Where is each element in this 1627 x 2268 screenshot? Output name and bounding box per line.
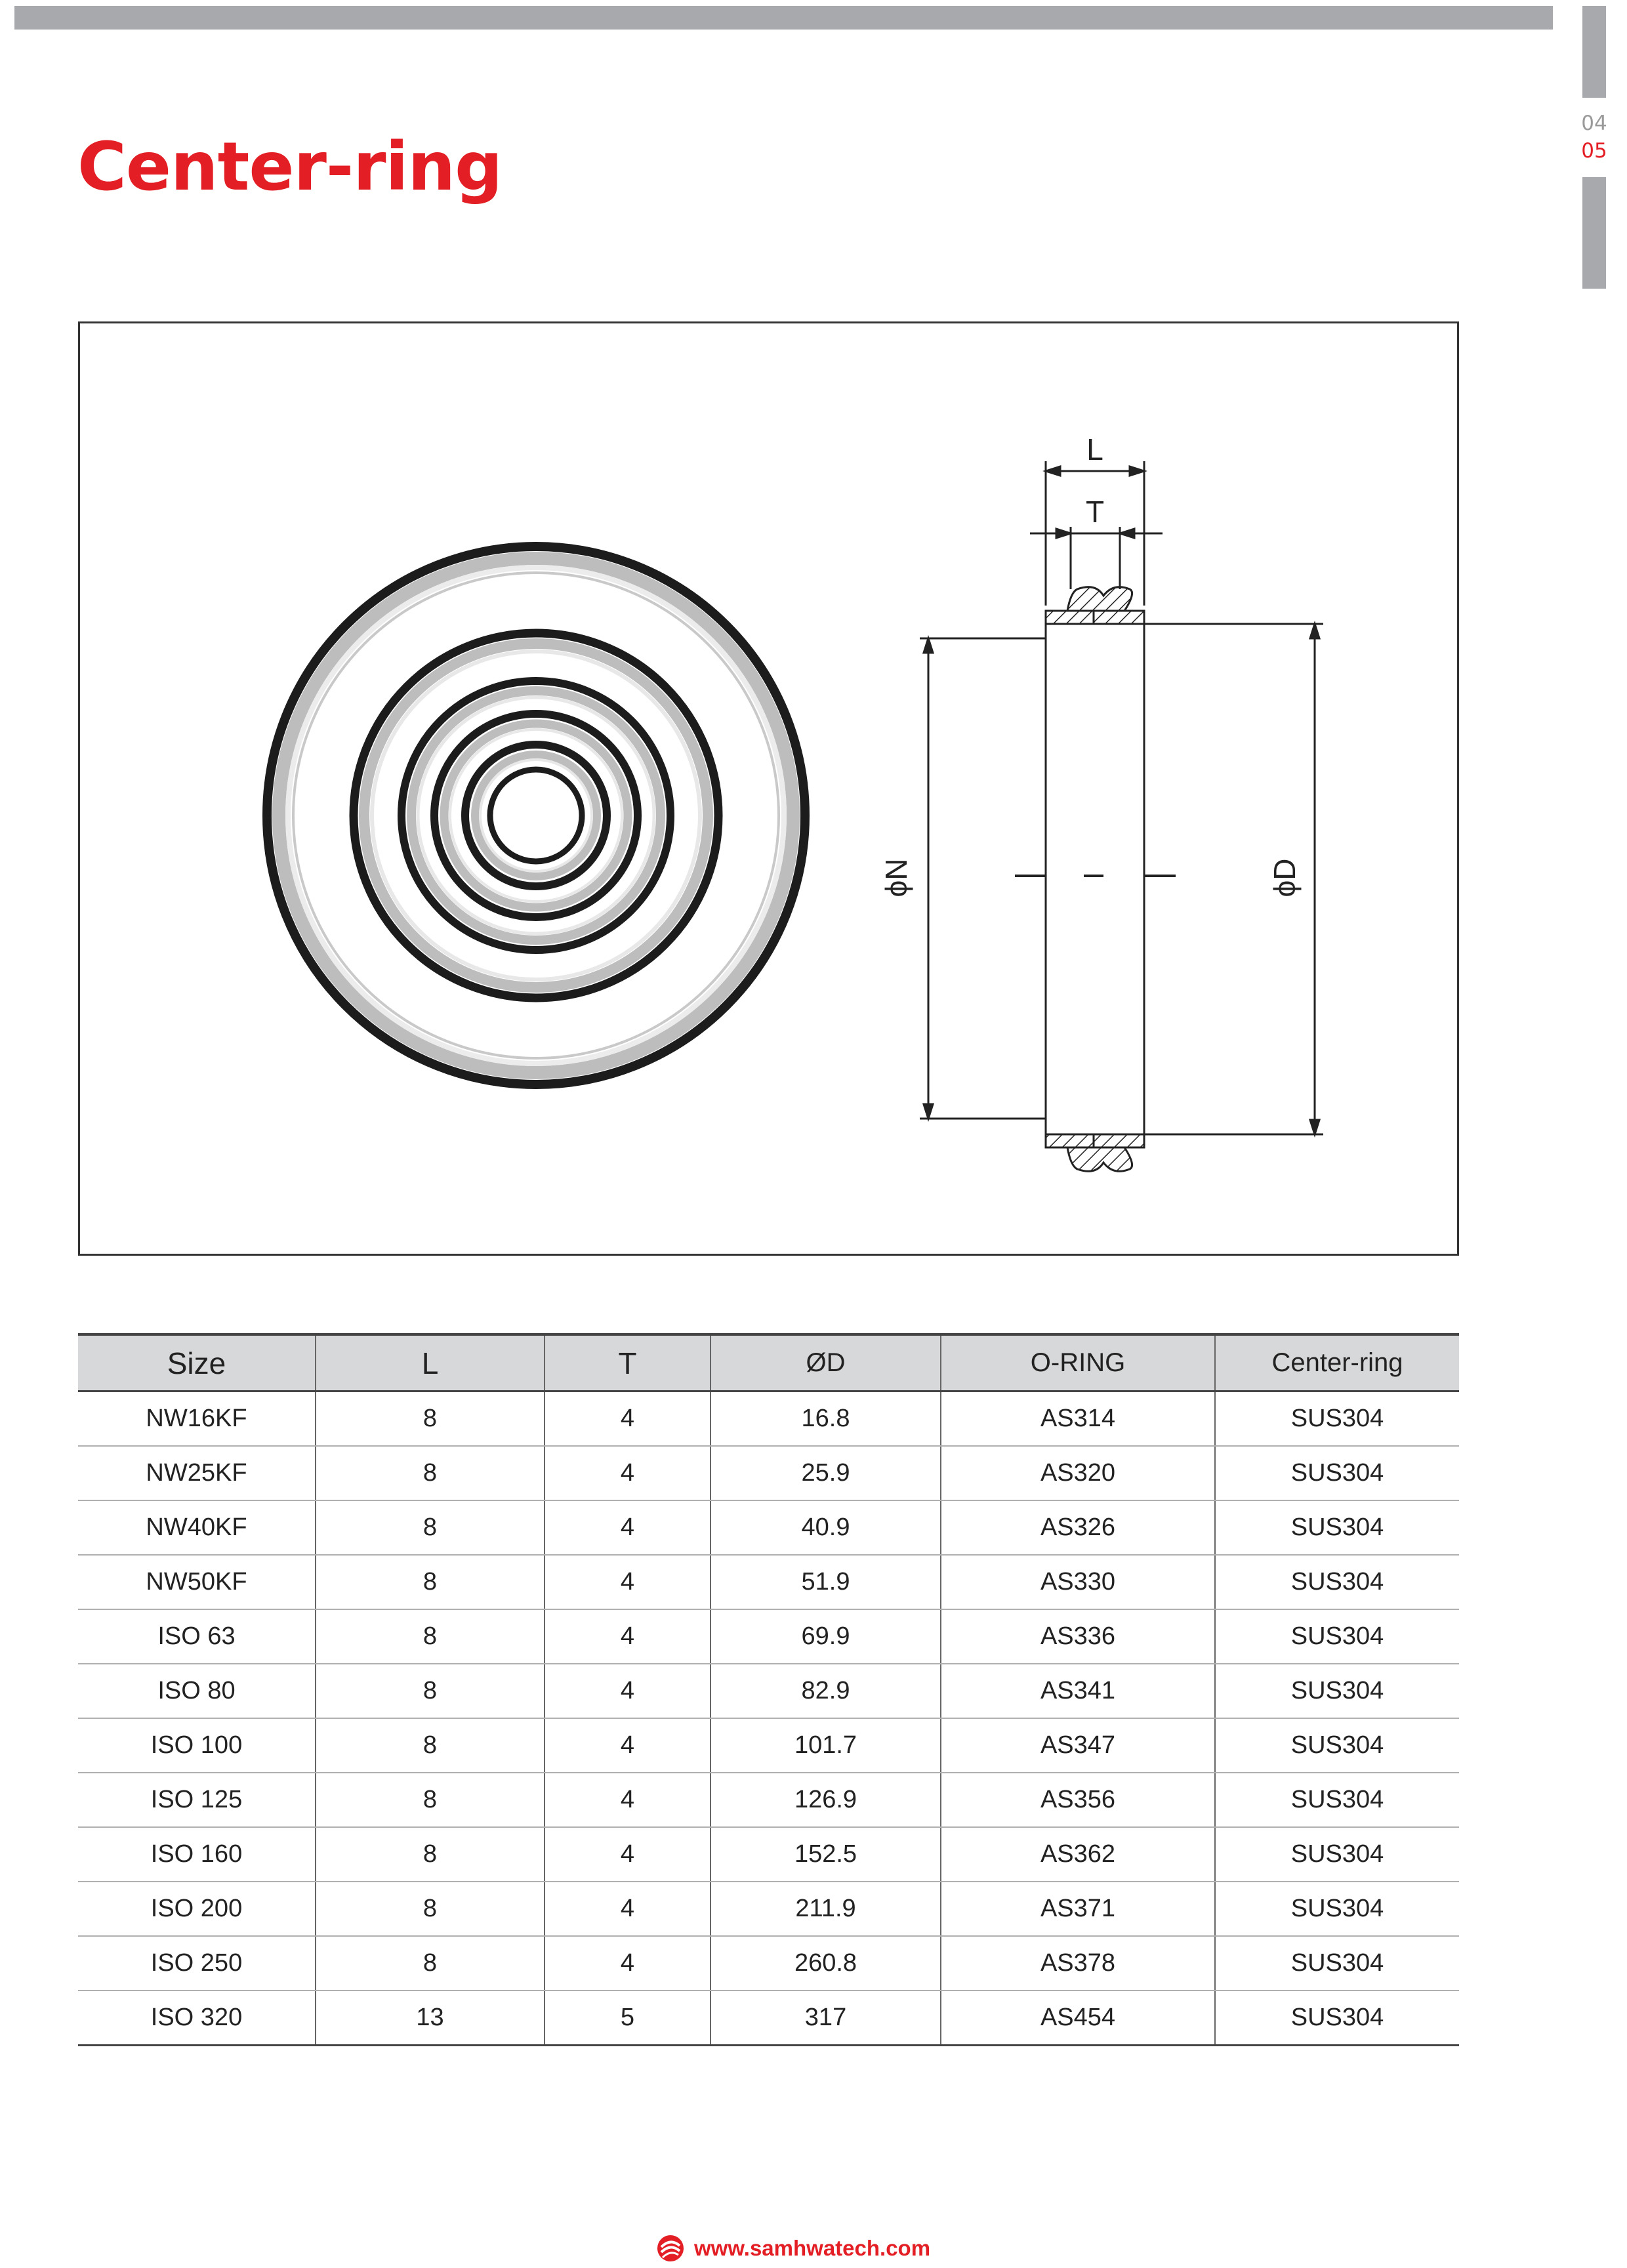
page-number-current: 05: [1581, 139, 1607, 163]
table-cell: 101.7: [711, 1718, 941, 1773]
table-row: [78, 1718, 1459, 1773]
center-ring-photo: [267, 546, 805, 1084]
table-row: [78, 1392, 1459, 1447]
table-cell: 8: [316, 1609, 545, 1664]
table-cell: ISO 200: [78, 1882, 316, 1936]
top-decor-bar: [14, 6, 1553, 30]
table-header-row: [78, 1334, 1459, 1392]
table-cell: ISO 320: [78, 1990, 316, 2046]
table-cell: 8: [316, 1936, 545, 1990]
table-row: [78, 1446, 1459, 1500]
table-cell: 8: [316, 1773, 545, 1827]
side-decor-bar-lower: [1582, 177, 1606, 289]
table-cell: SUS304: [1215, 1718, 1459, 1773]
table-cell: 4: [545, 1555, 711, 1609]
company-logo-icon: [656, 2234, 685, 2263]
col-header-size: Size: [78, 1334, 316, 1392]
table-cell: ISO 160: [78, 1827, 316, 1882]
table-cell: 13: [316, 1990, 545, 2046]
table-cell: SUS304: [1215, 1990, 1459, 2046]
table-cell: 5: [545, 1990, 711, 2046]
table-cell: SUS304: [1215, 1664, 1459, 1718]
footer: [656, 2229, 930, 2268]
table-cell: 8: [316, 1446, 545, 1500]
table-cell: AS336: [941, 1609, 1215, 1664]
col-header-center-ring: Center-ring: [1215, 1334, 1459, 1392]
page-title: Center-ring: [77, 128, 503, 206]
table-row: [78, 1664, 1459, 1718]
table-cell: 8: [316, 1718, 545, 1773]
table-body: [78, 1392, 1459, 2046]
table-cell: 4: [545, 1827, 711, 1882]
table-cell: 4: [545, 1609, 711, 1664]
table-cell: SUS304: [1215, 1555, 1459, 1609]
table-cell: 317: [711, 1990, 941, 2046]
table-row: [78, 1773, 1459, 1827]
table-cell: AS356: [941, 1773, 1215, 1827]
page-number-prev: 04: [1581, 112, 1607, 135]
table-cell: AS371: [941, 1882, 1215, 1936]
table-cell: 40.9: [711, 1500, 941, 1555]
table-row: [78, 1609, 1459, 1664]
figure-canvas: [80, 323, 1461, 1258]
dim-label-length: L: [1086, 432, 1103, 466]
table-cell: 82.9: [711, 1664, 941, 1718]
table-cell: SUS304: [1215, 1446, 1459, 1500]
dim-label-thickness: T: [1085, 495, 1105, 529]
col-header-o-ring: O-RING: [941, 1334, 1215, 1392]
col-header-t: T: [545, 1334, 711, 1392]
table-cell: 4: [545, 1664, 711, 1718]
table-cell: 4: [545, 1936, 711, 1990]
table-cell: NW40KF: [78, 1500, 316, 1555]
table-cell: 4: [545, 1446, 711, 1500]
table-cell: NW50KF: [78, 1555, 316, 1609]
table-cell: SUS304: [1215, 1773, 1459, 1827]
table-cell: SUS304: [1215, 1827, 1459, 1882]
table-cell: 8: [316, 1664, 545, 1718]
table-cell: 25.9: [711, 1446, 941, 1500]
col-header-diameter: ØD: [711, 1334, 941, 1392]
table-row: [78, 1555, 1459, 1609]
dim-label-outer-diameter: ϕD: [1267, 858, 1302, 897]
table-cell: NW16KF: [78, 1392, 316, 1447]
table-cell: AS320: [941, 1446, 1215, 1500]
table-cell: 4: [545, 1882, 711, 1936]
table-cell: AS378: [941, 1936, 1215, 1990]
table-cell: SUS304: [1215, 1609, 1459, 1664]
table-cell: 4: [545, 1773, 711, 1827]
col-header-l: L: [316, 1334, 545, 1392]
dim-label-inner-diameter: ϕN: [879, 858, 913, 897]
table-cell: SUS304: [1215, 1936, 1459, 1990]
table-cell: 4: [545, 1392, 711, 1447]
table-row: [78, 1990, 1459, 2046]
table-row: [78, 1882, 1459, 1936]
side-decor-bar-upper: [1582, 6, 1606, 98]
table-cell: ISO 100: [78, 1718, 316, 1773]
spec-table: [78, 1333, 1459, 2046]
table-cell: 51.9: [711, 1555, 941, 1609]
table-cell: SUS304: [1215, 1882, 1459, 1936]
table-cell: 4: [545, 1500, 711, 1555]
table-cell: 4: [545, 1718, 711, 1773]
table-cell: AS326: [941, 1500, 1215, 1555]
table-cell: 69.9: [711, 1609, 941, 1664]
table-cell: SUS304: [1215, 1500, 1459, 1555]
cross-section-drawing: [920, 461, 1323, 1171]
table-cell: AS362: [941, 1827, 1215, 1882]
table-row: [78, 1827, 1459, 1882]
table-cell: NW25KF: [78, 1446, 316, 1500]
table-cell: 211.9: [711, 1882, 941, 1936]
table-cell: ISO 80: [78, 1664, 316, 1718]
table-cell: AS341: [941, 1664, 1215, 1718]
table-cell: 260.8: [711, 1936, 941, 1990]
table-row: [78, 1500, 1459, 1555]
table-cell: ISO 125: [78, 1773, 316, 1827]
table-cell: 8: [316, 1827, 545, 1882]
table-cell: 152.5: [711, 1827, 941, 1882]
table-cell: 8: [316, 1392, 545, 1447]
table-cell: AS454: [941, 1990, 1215, 2046]
table-cell: 8: [316, 1882, 545, 1936]
table-cell: AS347: [941, 1718, 1215, 1773]
table-cell: 16.8: [711, 1392, 941, 1447]
product-figure: [78, 321, 1459, 1256]
table-cell: 126.9: [711, 1773, 941, 1827]
table-cell: ISO 250: [78, 1936, 316, 1990]
table-row: [78, 1936, 1459, 1990]
table-cell: SUS304: [1215, 1392, 1459, 1447]
table-cell: ISO 63: [78, 1609, 316, 1664]
website-url: www.samhwatech.com: [694, 2236, 931, 2260]
table-cell: AS314: [941, 1392, 1215, 1447]
table-cell: AS330: [941, 1555, 1215, 1609]
table-cell: 8: [316, 1500, 545, 1555]
table-cell: 8: [316, 1555, 545, 1609]
